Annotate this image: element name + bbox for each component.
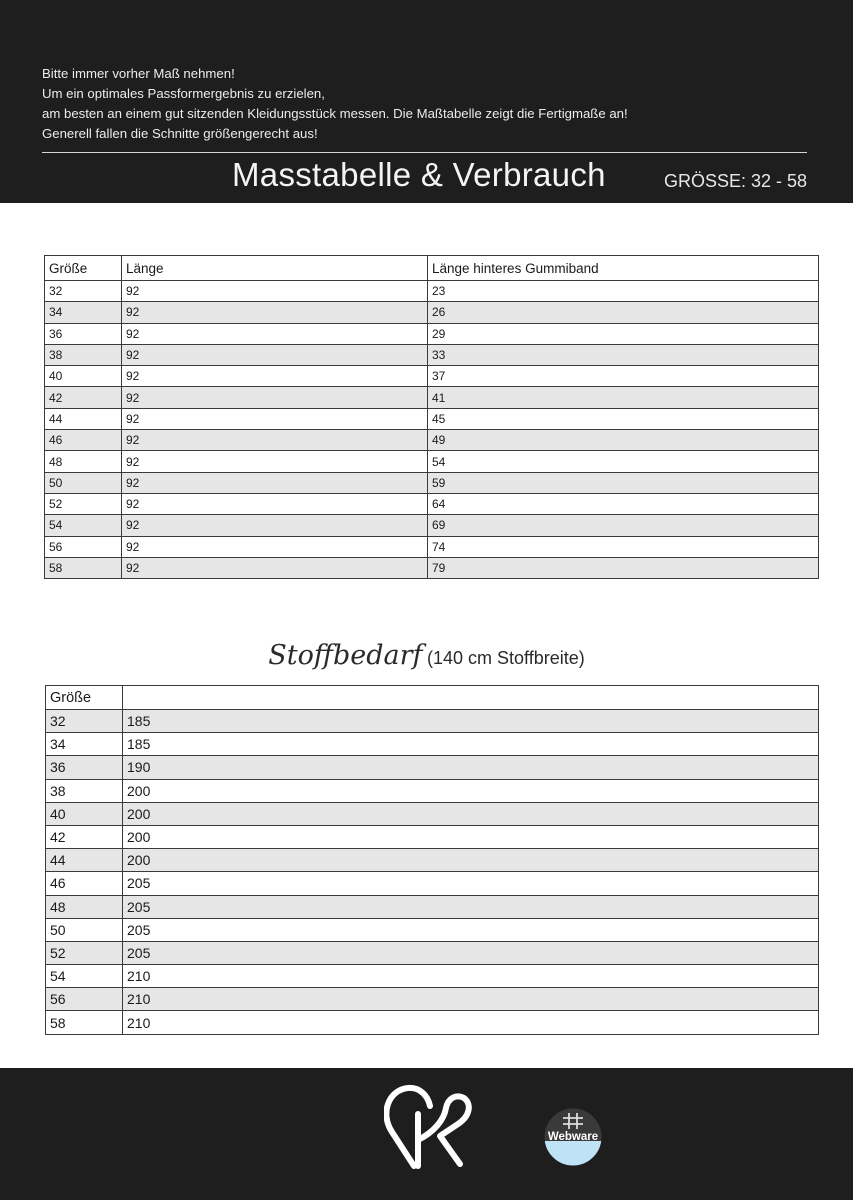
table-row <box>45 493 819 514</box>
cell-length: 92 <box>122 302 428 323</box>
table-row <box>45 344 819 365</box>
cell-size: 50 <box>45 472 122 493</box>
column-header-elastic-length: Länge hinteres Gummiband <box>428 256 819 281</box>
note-line: Bitte immer vorher Maß nehmen! <box>42 66 235 81</box>
cell-elastic-length: 37 <box>428 366 819 387</box>
cell-size: 40 <box>46 802 123 825</box>
cell-length: 92 <box>122 323 428 344</box>
table-row <box>46 1011 819 1034</box>
cell-fabric-amount: 185 <box>123 733 819 756</box>
webware-label: Webware <box>547 1131 599 1143</box>
cell-length: 92 <box>122 472 428 493</box>
heart-k-logo-icon <box>384 1080 474 1172</box>
cell-size: 56 <box>46 988 123 1011</box>
table-row <box>45 387 819 408</box>
cell-length: 92 <box>122 366 428 387</box>
cell-elastic-length: 26 <box>428 302 819 323</box>
cell-size: 40 <box>45 366 122 387</box>
cell-length: 92 <box>122 536 428 557</box>
cell-elastic-length: 45 <box>428 408 819 429</box>
cell-size: 58 <box>46 1011 123 1034</box>
cell-elastic-length: 23 <box>428 281 819 302</box>
note-line: Um ein optimales Passformergebnis zu erzielen, <box>42 86 325 101</box>
cell-length: 92 <box>122 281 428 302</box>
table-row <box>46 895 819 918</box>
table-row <box>45 366 819 387</box>
cell-size: 44 <box>45 408 122 429</box>
table-row <box>45 430 819 451</box>
cell-fabric-amount: 200 <box>123 802 819 825</box>
cell-size: 34 <box>45 302 122 323</box>
table-row <box>45 536 819 557</box>
cell-fabric-amount: 190 <box>123 756 819 779</box>
table-row <box>45 472 819 493</box>
cell-size: 44 <box>46 849 123 872</box>
fabric-width-note: (140 cm Stoffbreite) <box>426 648 585 668</box>
cell-size: 46 <box>46 872 123 895</box>
cell-elastic-length: 49 <box>428 430 819 451</box>
cell-size: 54 <box>45 515 122 536</box>
cell-elastic-length: 64 <box>428 493 819 514</box>
table-row <box>45 515 819 536</box>
measurement-table <box>44 255 819 579</box>
cell-size: 54 <box>46 965 123 988</box>
table-row <box>46 872 819 895</box>
fabric-requirement-heading <box>0 640 853 671</box>
table-row <box>45 323 819 344</box>
table-row <box>46 965 819 988</box>
cell-fabric-amount: 210 <box>123 965 819 988</box>
size-range-label: GRÖSSE: 32 - 58 <box>663 171 807 191</box>
column-header-amount <box>123 686 819 710</box>
cell-elastic-length: 74 <box>428 536 819 557</box>
cell-fabric-amount: 210 <box>123 988 819 1011</box>
cell-length: 92 <box>122 430 428 451</box>
cell-elastic-length: 33 <box>428 344 819 365</box>
table-row <box>46 849 819 872</box>
table-row <box>46 779 819 802</box>
cell-size: 42 <box>45 387 122 408</box>
cell-size: 58 <box>45 557 122 578</box>
table-row <box>45 451 819 472</box>
cell-size: 32 <box>46 710 123 733</box>
table-header-row <box>46 686 819 710</box>
cell-size: 34 <box>46 733 123 756</box>
table-row <box>45 281 819 302</box>
cell-fabric-amount: 205 <box>123 941 819 964</box>
cell-length: 92 <box>122 557 428 578</box>
cell-size: 42 <box>46 825 123 848</box>
table-row <box>46 825 819 848</box>
table-row <box>46 988 819 1011</box>
cell-elastic-length: 79 <box>428 557 819 578</box>
cell-fabric-amount: 200 <box>123 825 819 848</box>
cell-elastic-length: 59 <box>428 472 819 493</box>
fabric-table <box>45 685 819 1035</box>
cell-fabric-amount: 205 <box>123 918 819 941</box>
fabric-heading-script: Stoffbedarf <box>268 640 423 671</box>
cell-fabric-amount: 205 <box>123 872 819 895</box>
cell-size: 56 <box>45 536 122 557</box>
note-line: am besten an einem gut sitzenden Kleidungsstück messen. Die Maßtabelle zeigt die Fertigmaße an! <box>42 106 628 121</box>
cell-length: 92 <box>122 451 428 472</box>
cell-fabric-amount: 200 <box>123 779 819 802</box>
cell-elastic-length: 69 <box>428 515 819 536</box>
table-row <box>46 918 819 941</box>
cell-size: 38 <box>45 344 122 365</box>
column-header-size: Größe <box>45 256 122 281</box>
measurement-notes <box>42 64 628 144</box>
cell-size: 48 <box>45 451 122 472</box>
cell-size: 48 <box>46 895 123 918</box>
table-row <box>45 302 819 323</box>
cell-length: 92 <box>122 387 428 408</box>
cell-length: 92 <box>122 493 428 514</box>
cell-size: 52 <box>45 493 122 514</box>
webware-badge <box>543 1107 603 1167</box>
cell-length: 92 <box>122 408 428 429</box>
cell-length: 92 <box>122 344 428 365</box>
table-row <box>46 733 819 756</box>
table-row <box>45 408 819 429</box>
column-header-size: Größe <box>46 686 123 710</box>
column-header-length: Länge <box>122 256 428 281</box>
cell-fabric-amount: 200 <box>123 849 819 872</box>
cell-size: 50 <box>46 918 123 941</box>
table-row <box>46 802 819 825</box>
table-row <box>46 756 819 779</box>
page-title: Masstabelle & Verbrauch <box>232 156 606 193</box>
cell-elastic-length: 41 <box>428 387 819 408</box>
cell-size: 32 <box>45 281 122 302</box>
cell-fabric-amount: 185 <box>123 710 819 733</box>
header-band <box>0 0 853 203</box>
table-row <box>46 941 819 964</box>
table-row <box>45 557 819 578</box>
cell-elastic-length: 54 <box>428 451 819 472</box>
cell-elastic-length: 29 <box>428 323 819 344</box>
table-header-row <box>45 256 819 281</box>
cell-size: 46 <box>45 430 122 451</box>
cell-fabric-amount: 210 <box>123 1011 819 1034</box>
cell-length: 92 <box>122 515 428 536</box>
cell-size: 38 <box>46 779 123 802</box>
cell-size: 36 <box>45 323 122 344</box>
cell-size: 52 <box>46 941 123 964</box>
table-row <box>46 710 819 733</box>
cell-fabric-amount: 205 <box>123 895 819 918</box>
cell-size: 36 <box>46 756 123 779</box>
note-line: Generell fallen die Schnitte größengerecht aus! <box>42 126 318 141</box>
